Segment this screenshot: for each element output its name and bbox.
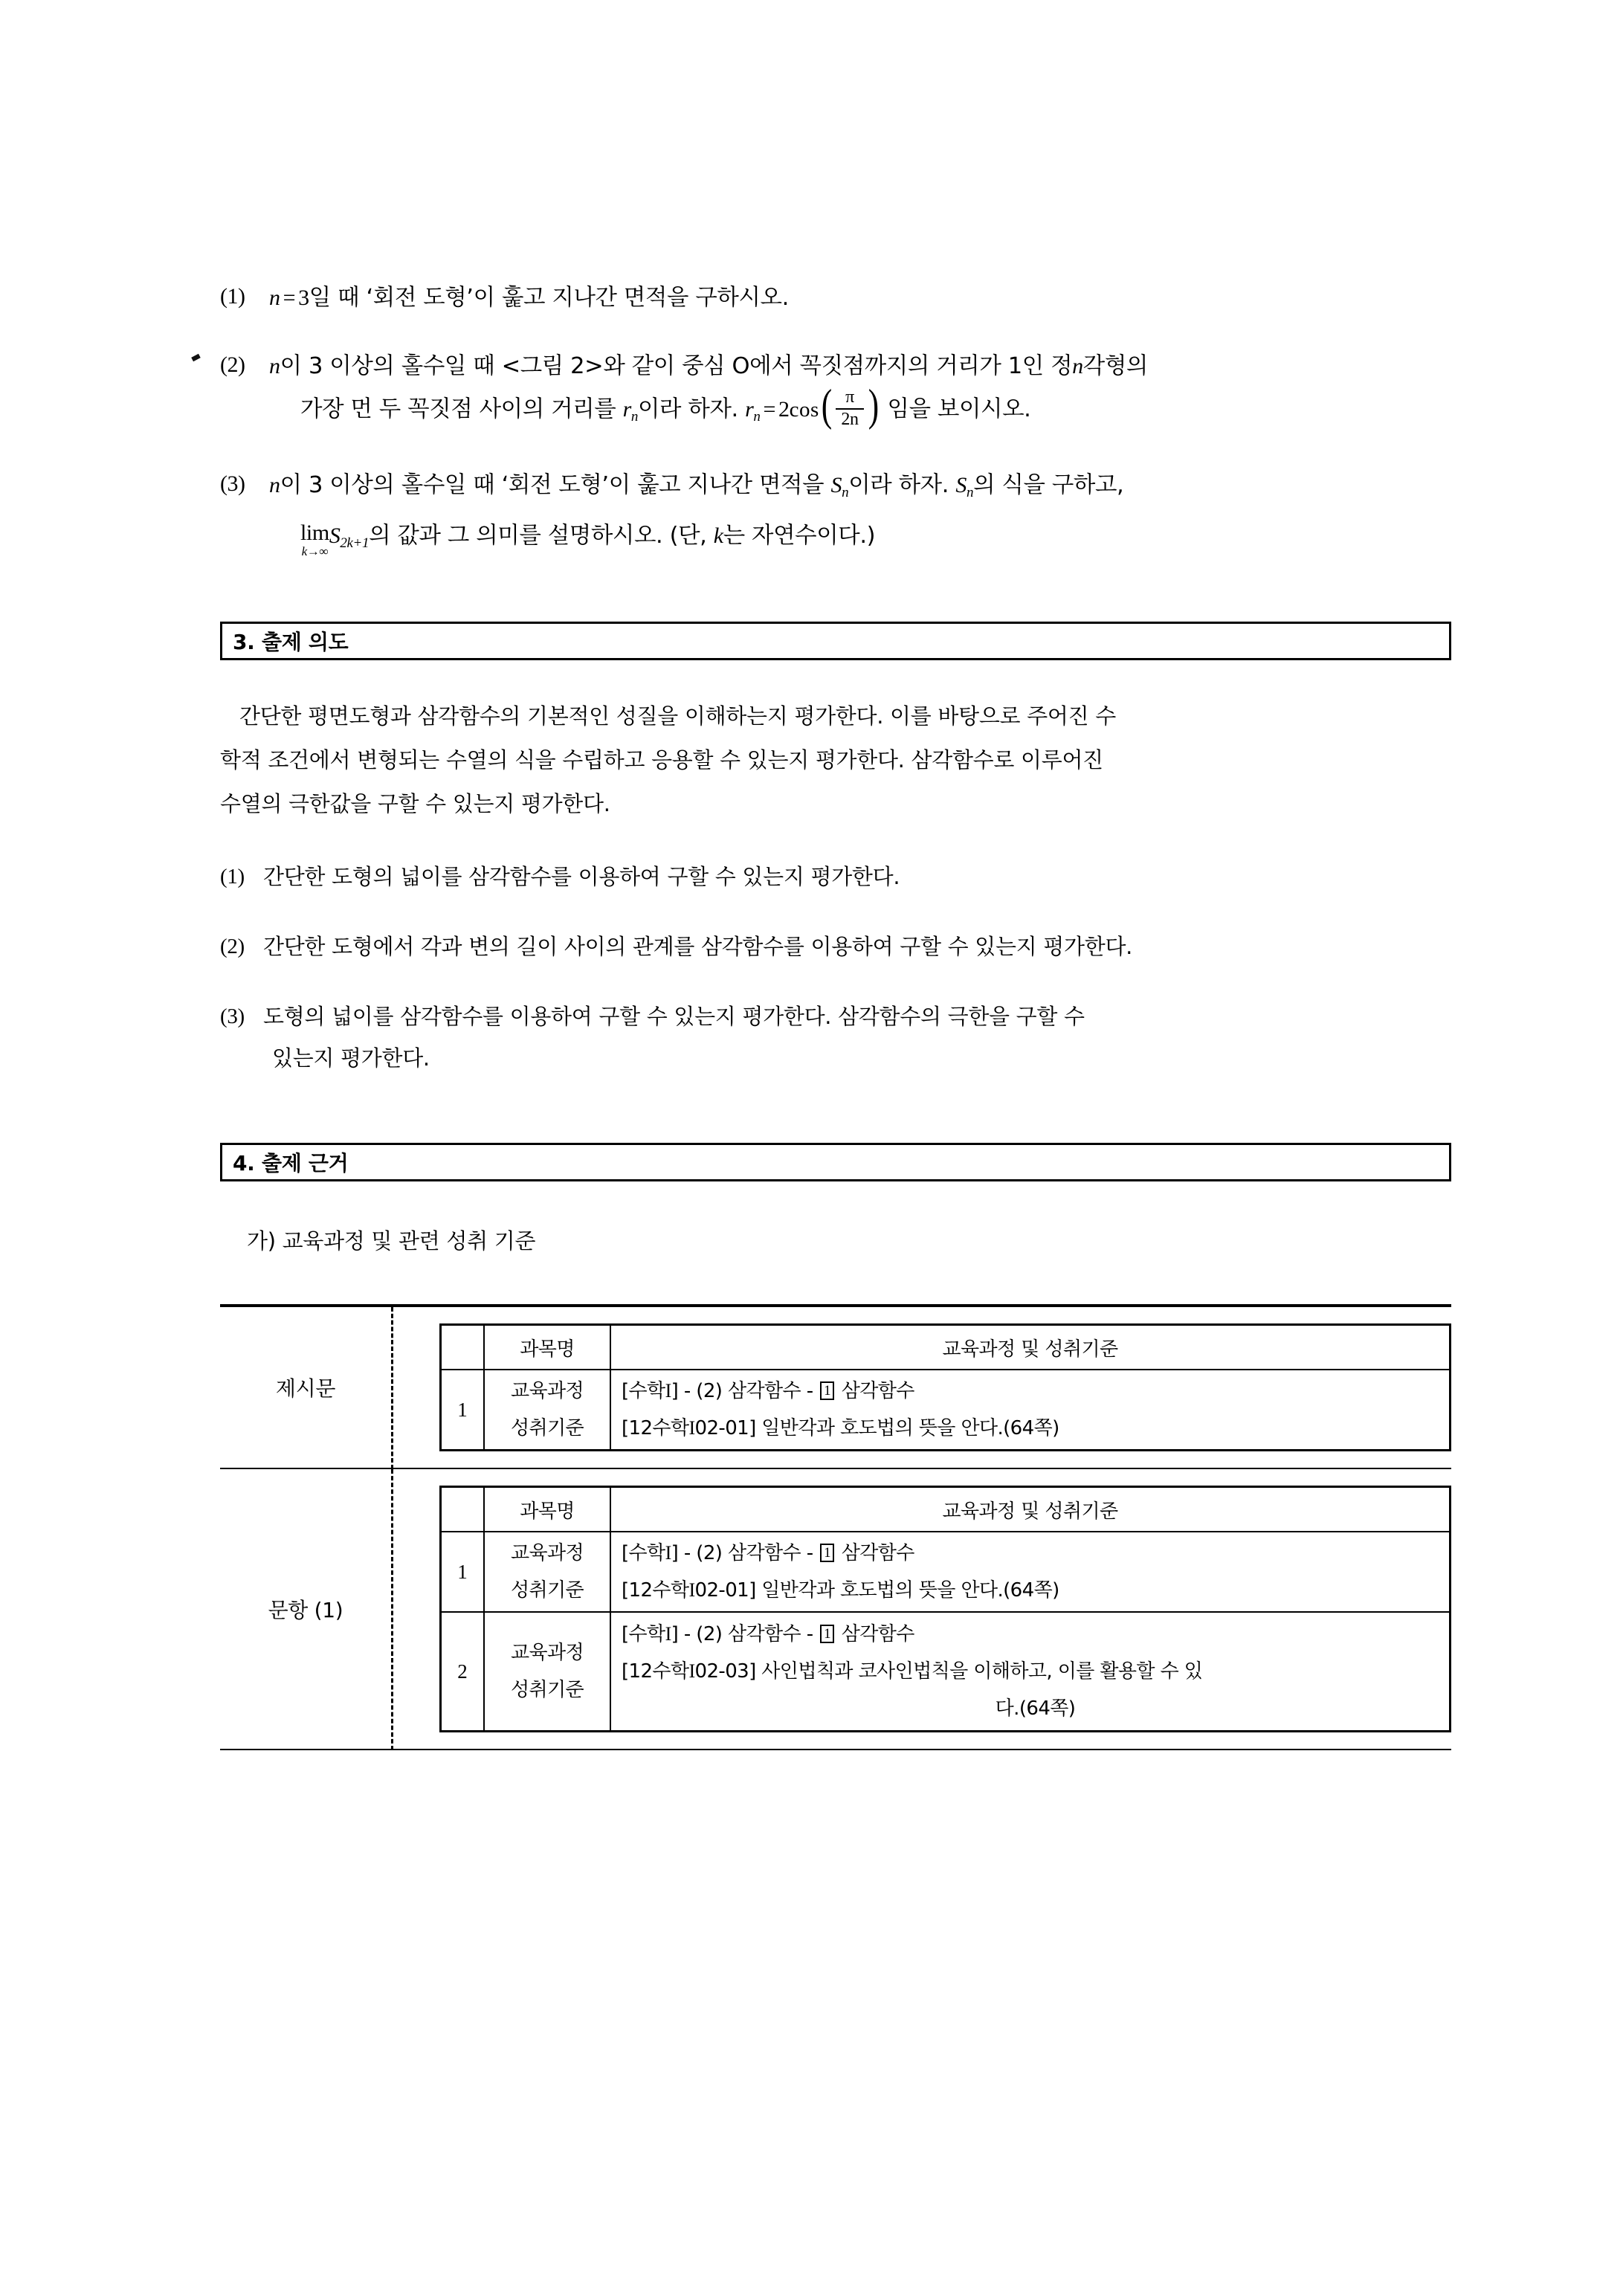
text-run: 각형의 — [1082, 353, 1148, 379]
standards-row-description — [610, 1532, 1451, 1612]
text-run: 이 3 이상의 홀수일 때 ‘회전 도형’이 훑고 지나간 면적을 — [280, 472, 831, 498]
problem-body — [269, 464, 1451, 565]
problem-line — [269, 464, 1451, 515]
achievement-standard-text: 다.(64쪽) — [995, 1697, 1076, 1720]
roman-numeral: I — [688, 1417, 695, 1439]
section-heading-basis-label: 4. 출제 근거 — [233, 1151, 349, 1176]
math-symbol: = — [763, 397, 776, 422]
math-symbol: cos — [789, 398, 819, 422]
text-run: 의 식을 구하고, — [973, 472, 1124, 498]
intent-item-line: 간단한 도형의 넓이를 삼각함수를 이용하여 구할 수 있는지 평가한다. — [263, 864, 900, 889]
intent-item-line: 있는지 평가한다. — [272, 1045, 430, 1071]
math-variable-subscripted: $S_n$ — [830, 473, 849, 500]
curriculum-text: [수학I] - (2) 삼각함수 - 1 삼각함수 — [622, 1380, 914, 1402]
criteria-group-row — [220, 1468, 1451, 1750]
problem-body — [269, 345, 1451, 439]
intent-item — [220, 926, 1451, 967]
intent-item-body — [263, 856, 1451, 897]
standards-row — [441, 1370, 1451, 1451]
standards-header-row — [441, 1325, 1451, 1370]
problem-marker: (1) — [220, 284, 245, 309]
math-symbol: 3 — [298, 286, 309, 310]
criteria-table — [220, 1304, 1451, 1750]
standards-header-index — [441, 1325, 485, 1370]
math-subscript: 2k+1 — [340, 535, 370, 551]
problem-marker: (2) — [220, 352, 245, 377]
text-run: 가장 먼 두 꼭짓점 사이의 거리를 — [300, 396, 623, 422]
roman-numeral: I — [688, 1660, 695, 1682]
standards-header-curriculum: 교육과정 및 성취기준 — [610, 1325, 1451, 1370]
curriculum-text: [수학I] - (2) 삼각함수 - 1 삼각함수 — [622, 1623, 914, 1645]
standards-row-index: 1 — [441, 1370, 485, 1451]
achievement-standard-text: [12수학I02-01] 일반각과 호도법의 뜻을 안다.(64쪽) — [622, 1417, 1059, 1439]
standards-row-type — [484, 1370, 610, 1451]
problem-line — [269, 381, 1451, 439]
standards-type-curriculum: 교육과정 — [510, 1542, 584, 1564]
criteria-group-row — [220, 1306, 1451, 1468]
math-symbol: n — [269, 286, 280, 310]
standards-row-description — [610, 1370, 1451, 1451]
problem-item — [220, 345, 1451, 439]
standards-type-standard: 성취기준 — [510, 1579, 584, 1602]
text-run: 이 3 이상의 홀수일 때 <그림 2>와 같이 중심 O에서 꼭짓점까지의 거리가 1인 정 — [280, 353, 1073, 379]
criteria-group-label: 문항 (1) — [220, 1468, 393, 1750]
intent-paragraph — [220, 694, 1451, 826]
problem-line — [269, 277, 1451, 320]
intent-item-body — [263, 996, 1451, 1079]
criteria-group-cell — [393, 1468, 1452, 1750]
intent-item-list — [220, 856, 1451, 1079]
math-subscript: n — [966, 485, 974, 500]
problem-list — [220, 277, 1451, 565]
limit-operator: lim — [300, 520, 329, 545]
intent-item-body — [263, 926, 1451, 967]
standards-row — [441, 1612, 1451, 1732]
scan-artifact-mark — [191, 354, 201, 361]
text-run: 의 값과 그 의미를 설명하시오. (단, — [369, 523, 714, 549]
standards-row-type — [484, 1612, 610, 1732]
standards-row-description — [610, 1612, 1451, 1732]
section-heading-intent-label: 3. 출제 의도 — [233, 630, 349, 654]
intent-item — [220, 856, 1451, 897]
intent-paragraph-line: 수열의 극한값을 구할 수 있는지 평가한다. — [220, 791, 610, 816]
roman-numeral: I — [665, 1380, 671, 1402]
math-variable-subscripted: $S_{2k+1}$ — [329, 523, 370, 551]
intent-paragraph-line: 간단한 평면도형과 삼각함수의 기본적인 성질을 이해하는지 평가한다. 이를 바탕으로 주어진 수 — [239, 703, 1116, 729]
standards-header-index — [441, 1487, 485, 1532]
standards-header-curriculum: 교육과정 및 성취기준 — [610, 1487, 1451, 1532]
math-symbol: n — [269, 354, 280, 378]
math-subscript: n — [753, 409, 761, 425]
math-fraction-group: ( $\frac{\pi}{2n}$ ) — [821, 381, 879, 430]
text-run: 이라 하자. — [848, 472, 956, 498]
intent-item-line: 도형의 넓이를 삼각함수를 이용하여 구할 수 있는지 평가한다. 삼각함수의 극한을 구할 수 — [263, 1004, 1085, 1029]
section-heading-intent — [220, 622, 1451, 660]
text-run: 일 때 ‘회전 도형’이 훑고 지나간 면적을 구하시오. — [309, 285, 789, 311]
problem-line — [269, 345, 1451, 388]
standards-header-row — [441, 1487, 1451, 1532]
curriculum-text: [수학I] - (2) 삼각함수 - 1 삼각함수 — [622, 1542, 914, 1564]
math-variable-subscripted: $r_n$ — [622, 397, 638, 425]
intent-item-marker: (2) — [220, 935, 245, 958]
limit-subscript: k→∞ — [301, 544, 329, 558]
problem-item — [220, 277, 1451, 320]
criteria-sub-label: 가) 교육과정 및 관련 성취 기준 — [247, 1228, 536, 1254]
standards-table — [439, 1486, 1451, 1732]
problem-line — [269, 515, 1451, 565]
math-symbol: = — [283, 286, 296, 310]
text-run: 임을 보이시오. — [880, 396, 1031, 422]
achievement-standard-text: [12수학I02-03] 사인법칙과 코사인법칙을 이해하고, 이를 활용할 수 있 — [622, 1660, 1203, 1683]
standards-row-type — [484, 1532, 610, 1612]
standards-row-index: 1 — [441, 1532, 485, 1612]
roman-numeral: I — [688, 1579, 695, 1601]
standards-type-curriculum: 교육과정 — [510, 1642, 584, 1664]
criteria-group-label: 제시문 — [220, 1306, 393, 1468]
problem-item — [220, 464, 1451, 565]
standards-row-index: 2 — [441, 1612, 485, 1732]
math-limit — [300, 522, 329, 558]
boxed-number-icon: 1 — [820, 1625, 834, 1643]
roman-numeral: I — [665, 1623, 671, 1645]
boxed-number-icon: 1 — [820, 1544, 834, 1562]
intent-item-marker: (3) — [220, 1004, 245, 1028]
text-run: 이라 하자. — [637, 396, 746, 422]
standards-header-subject: 과목명 — [484, 1487, 610, 1532]
standards-table — [439, 1323, 1451, 1451]
standards-type-curriculum: 교육과정 — [510, 1380, 584, 1402]
math-subscript: n — [842, 485, 849, 500]
fraction-numerator: π — [845, 387, 854, 407]
standards-header-subject: 과목명 — [484, 1325, 610, 1370]
math-symbol: n — [269, 473, 280, 497]
section-heading-basis — [220, 1143, 1451, 1181]
fraction-denominator: 2n — [836, 408, 863, 429]
page-content — [220, 0, 1451, 1750]
math-variable-subscripted: $r_n$ — [745, 397, 761, 425]
math-subscript: n — [630, 409, 638, 425]
problem-marker: (3) — [220, 471, 245, 496]
intent-item — [220, 996, 1451, 1079]
text-run: 는 자연수이다.) — [723, 523, 876, 549]
roman-numeral: I — [665, 1542, 671, 1564]
intent-item-line: 간단한 도형에서 각과 변의 길이 사이의 관계를 삼각함수를 이용하여 구할 수 있는지 평가한다. — [263, 934, 1133, 959]
standards-type-standard: 성취기준 — [510, 1417, 584, 1439]
criteria-group-cell — [393, 1306, 1452, 1468]
math-symbol: n — [1072, 354, 1083, 378]
boxed-number-icon: 1 — [820, 1381, 834, 1400]
math-symbol: k — [713, 523, 723, 548]
standards-row — [441, 1532, 1451, 1612]
intent-item-marker: (1) — [220, 865, 245, 889]
problem-body — [269, 277, 1451, 320]
standards-type-standard: 성취기준 — [510, 1679, 584, 1701]
math-fraction — [836, 388, 863, 428]
intent-paragraph-line: 학적 조건에서 변형되는 수열의 식을 수립하고 응용할 수 있는지 평가한다. 삼각함수로 이루어진 — [220, 747, 1103, 773]
math-symbol: 2 — [778, 397, 790, 422]
achievement-standard-text: [12수학I02-01] 일반각과 호도법의 뜻을 안다.(64쪽) — [622, 1579, 1059, 1602]
math-variable-subscripted: $S_n$ — [955, 473, 974, 500]
